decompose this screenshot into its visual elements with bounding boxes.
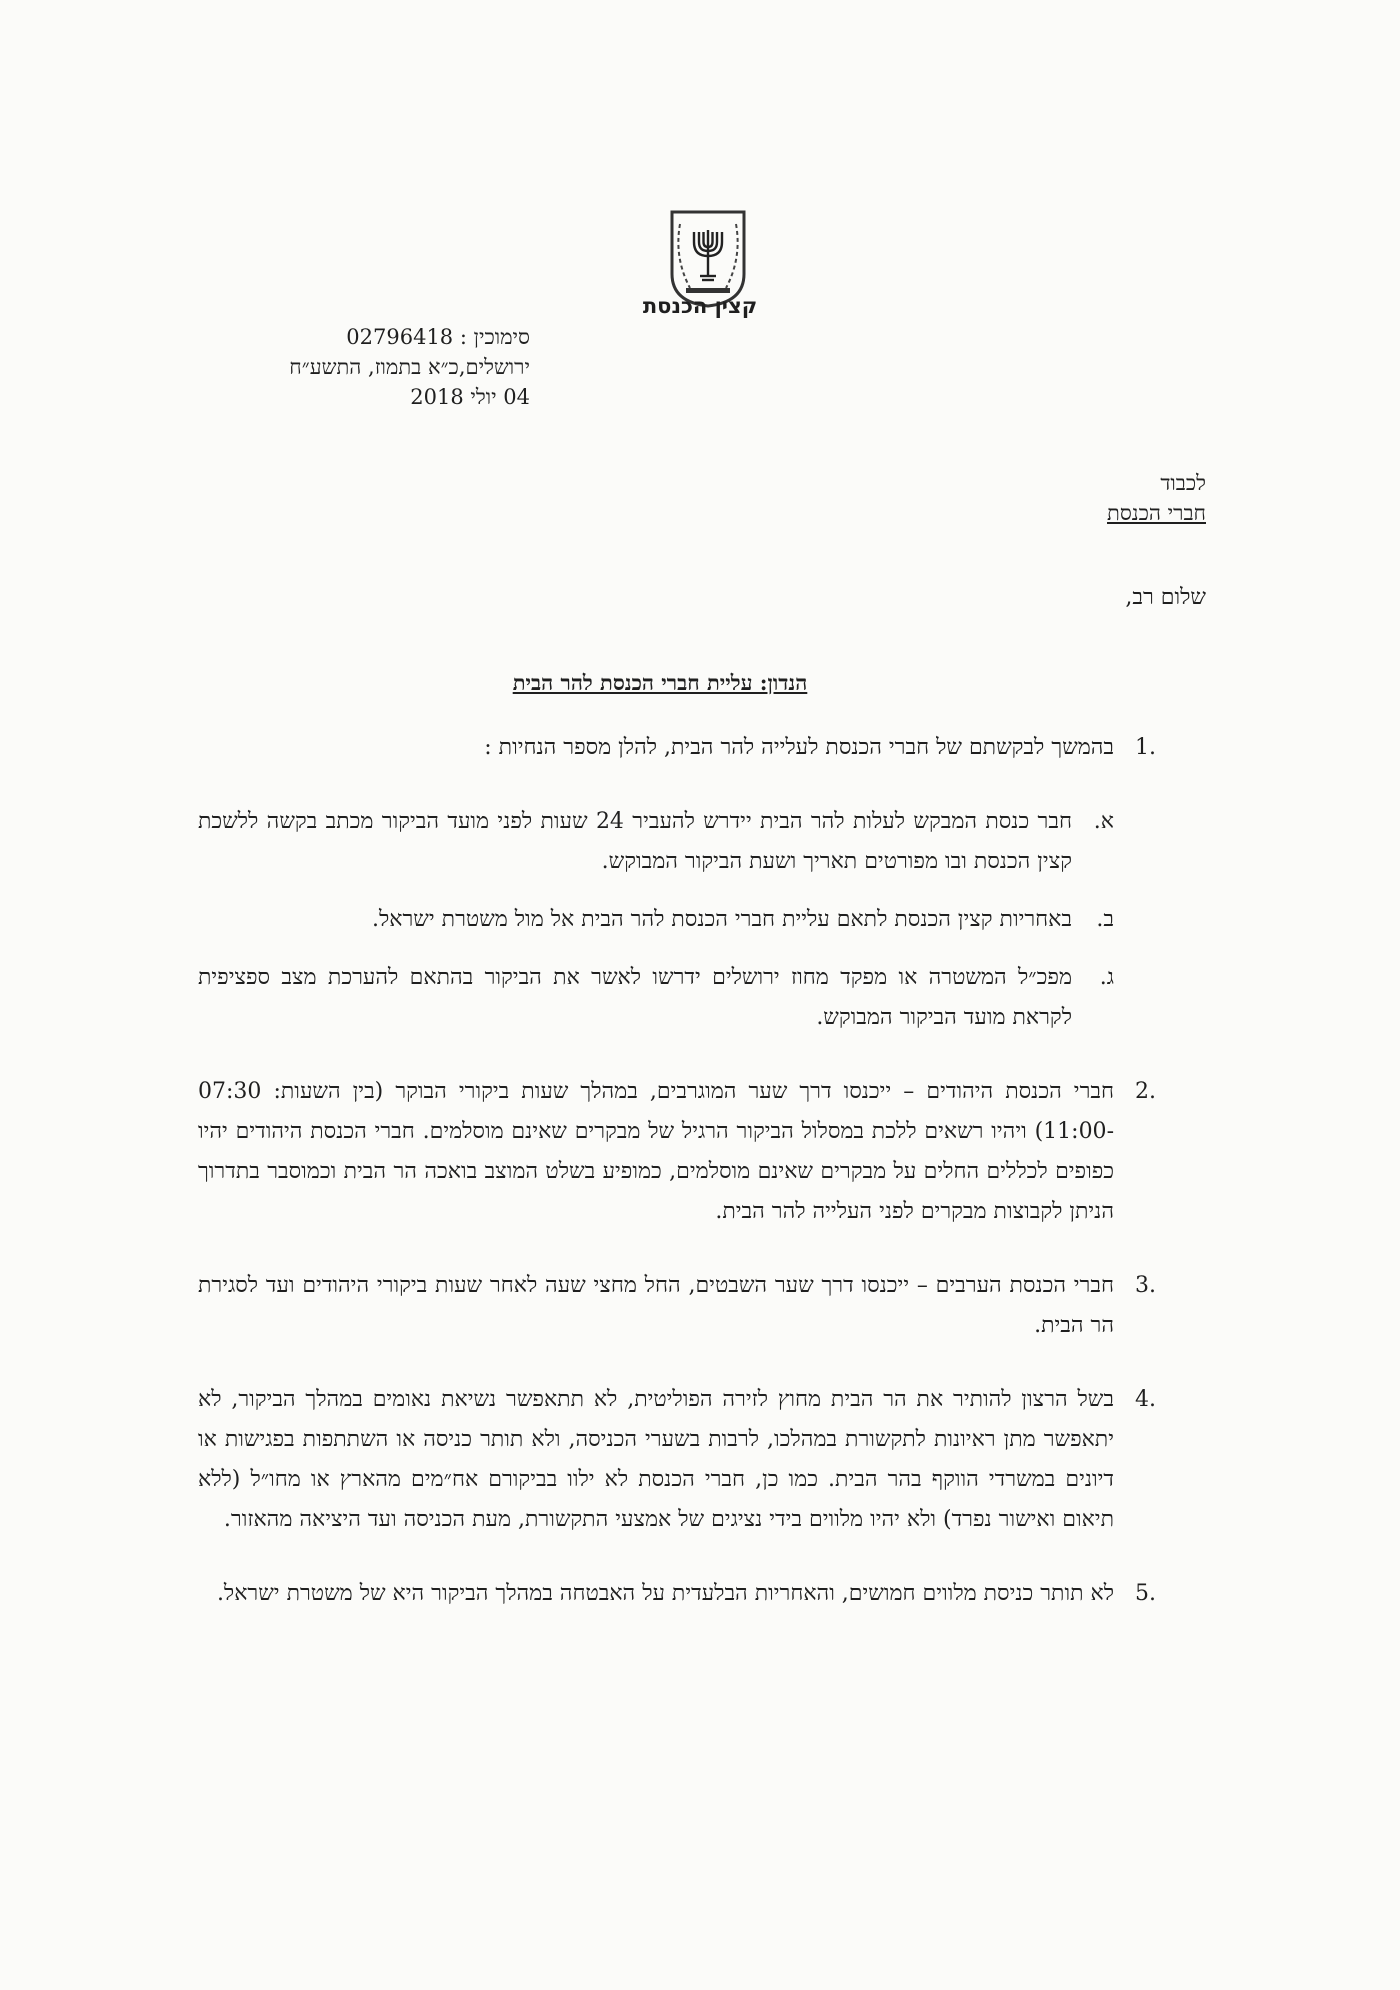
recipient-name: חברי הכנסת [1107,501,1206,525]
gregorian-date: 04 יולי 2018 [410,385,530,409]
sub-item [198,900,1114,940]
sub-item [198,802,1114,882]
item-number: 4. [1135,1387,1156,1412]
sub-item-text: חבר כנסת המבקש לעלות להר הבית יידרש להעביר 24 שעות לפני מועד הביקור מכתב בקשה ללשכת קצין הכנסת ובו מפורטים תאריך ושעת הביקור המבוקש. [198,809,1072,874]
office-name: קצין הכנסת [642,294,758,318]
item-number: 2. [1135,1079,1156,1104]
item-text: בהמשך לבקשתם של חברי הכנסת לעלייה להר הבית, להלן מספר הנחיות : [484,735,1114,760]
letter-body [198,728,1156,1614]
greeting: שלום רב, [1125,585,1206,610]
sub-item-text: באחריות קצין הכנסת לתאם עליית חברי הכנסת להר הבית אל מול משטרת ישראל. [372,907,1072,932]
item-number: 1. [1135,735,1156,760]
sub-item-letter: ב. [1096,907,1114,932]
recipient-block [1107,468,1206,528]
item-number: 5. [1135,1581,1156,1606]
hebrew-date: ירושלים,כ״א בתמוז, התשע״ח [289,355,530,379]
list-item [198,1380,1156,1540]
reference-number: סימוכין : 02796418 [346,325,530,349]
sub-item-letter: ג. [1099,965,1114,990]
subject-line: הנדון: עליית חברי הכנסת להר הבית [512,670,808,695]
sub-item [198,958,1114,1038]
letter-meta [200,322,530,412]
item-text: חברי הכנסת הערבים – ייכנסו דרך שער השבטים, החל מחצי שעה לאחר שעות ביקורי היהודים ועד לסגירת הר הבית. [198,1273,1114,1338]
item-text: בשל הרצון להותיר את הר הבית מחוץ לזירה הפוליטית, לא תתאפשר נשיאת נאומים במהלך הביקור, לא יתאפשר מתן ראיונות לתקשורת במהלכו, לרבות בשערי הכניסה, ולא תותר כניסה או השתתפות בפגישות או דיונים במשרדי הווקף בהר הבית. כמו כן, חברי הכנסת לא ילוו בביקורם אח״מים מהארץ או מחו״ל (ללא תיאום ואישור נפרד) ולא יהיו מלווים בידי נציגים של אמצעי התקשורת, מעת הכניסה ועד היציאה מהאזור. [198,1387,1114,1532]
state-emblem-icon [668,208,748,308]
list-item [198,1574,1156,1614]
item-number: 3. [1135,1273,1156,1298]
sub-item-letter: א. [1093,809,1114,834]
list-item [198,728,1156,768]
recipient-salutation: לכבוד [1160,471,1206,495]
sub-item-text: מפכ״ל המשטרה או מפקד מחוז ירושלים ידרשו לאשר את הביקור בהתאם להערכת מצב ספציפית לקראת מועד הביקור המבוקש. [198,965,1072,1030]
list-item [198,1266,1156,1346]
item-text: חברי הכנסת היהודים – ייכנסו דרך שער המוגרבים, במהלך שעות ביקורי הבוקר (בין השעות: 07:30 -11:00) ויהיו רשאים ללכת במסלול הביקור הרגיל של מבקרים שאינם מוסלמים. חברי הכנסת היהודים יהיו כפופים לכללים החלים על מבקרים שאינם מוסלמים, כמופיע בשלט המוצב בואכה הר הבית וכמוסבר בתדרוך הניתן לקבוצות מבקרים לפני העלייה להר הבית. [198,1079,1114,1224]
item-text: לא תותר כניסת מלווים חמושים, והאחריות הבלעדית על האבטחה במהלך הביקור היא של משטרת ישראל. [216,1581,1114,1606]
list-item [198,1072,1156,1232]
